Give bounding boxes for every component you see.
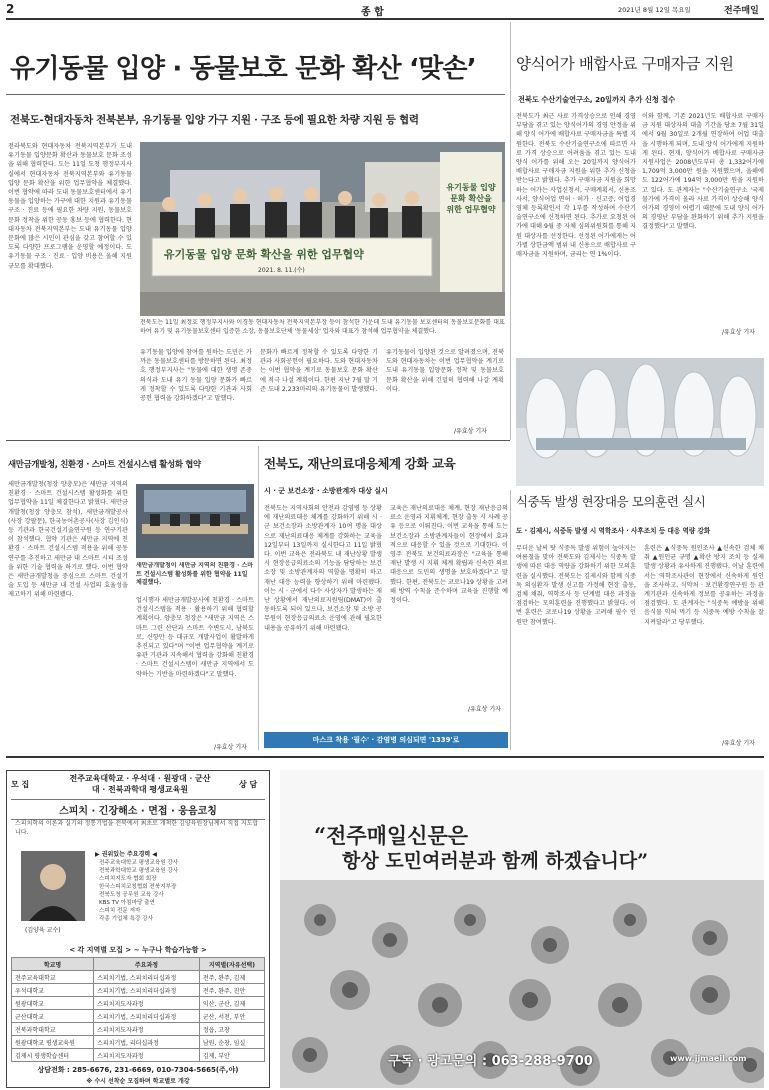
- lead-headline: 유기동물 입양 · 동물보호 문화 확산 ‘맞손’: [10, 54, 476, 84]
- table-cell: 전주, 완주, 김제: [199, 971, 264, 984]
- lead-photo-banner: 유기동물 입양 문화 확산을 위한 업무협약: [164, 248, 364, 261]
- table-cell: 전북과학대학교: [12, 1023, 94, 1036]
- column-divider-2: [258, 446, 259, 750]
- table-cell: 스피치지도자과정: [94, 1023, 200, 1036]
- center-mid-banner: 마스크 착용 '필수' · 감염병 의심되면 '1339'로: [264, 732, 508, 748]
- side-top-body: 전북도가 최근 사료 가격상승으로 인해 경영 부담을 겪고 있는 양식어가의 경영 안정을 위해 양식 어가에 배합사료 구매자금을 특별 지원한다. 전북도 수산기술연구소에 따르면 사료 가격 상승으로 어려움을 겪고 있는 도내 양식 어가를 위해 오는 20일까지 양식어가 배합사료 구매자금 지원을 위한 추가 신청을 받는다고 밝혔다. 추가 구매자금 지원을 희망하는 어가는 사업신청서, 구매계획서, 신용조사서, 양식어업 면허 · 허가 · 신고증, 어업경영체 등록확인서 각 1부를 작성하여 수산기술연구소에 신청하면 된다. 추가로 요청된 어가에 대해 9월 중 자체 심의위원회를 통해 지원 대상자를 선정한다. 선정된 어가에게는 어가별 상한금액 범위 내 신용으로 배합사료 구매자금을 지원하며, 금리는 연 1%이다.: [516, 113, 636, 259]
- table-cell: 전주교육대학교: [12, 971, 94, 984]
- left-mid-body2: 업시행자 새만금개발공사에 친환경 · 스마트 건설시스템을 적용 · 활용하기 위해 협력할 계획이다. 양충모 청장은 "새만금 지역은 스마트 그린 산단과 스마트 수변도시, 남북도로, 신항만 등 대규모 개발사업이 활발하게 추진되고 있다"며 "이번 업무협약을 계기로 유관 기관과 지속해서 협력을 강화해 친환경 · 스마트 건설시스템이 새만금 지역에서 도약하는 기반을 마련하겠다"고 말했다.: [136, 597, 254, 678]
- table-cell: 전주, 완주, 진안: [199, 984, 264, 997]
- table-row: [12, 997, 265, 1010]
- lead-subhead: 전북도-현대자동차 전북본부, 유기동물 입양 가구 지원 · 구조 등에 필요한 차량 지원 등 협력: [10, 114, 419, 126]
- center-mid-headline: 전북도, 재난의료대응체계 강화 교육: [264, 456, 456, 471]
- table-header: 학교명: [12, 958, 94, 971]
- left-mid-body: 새만금개발청(청장 양충모)은 새만금 지역의 친환경 · 스마트 건설시스템 활성화를 위한 업무협약을 11일 체결한다고 밝혔다. 새만금개발청(청장 양충모 참석), 새만금개발공사(사장 강팔문), 한국농어촌공사(사장 김인식) 등 기관과 한국건설기술연구원 등 연구기관이 참석했다. 협약 기관은 새만금 지역에 친환경 · 스마트 건설시스템 적용을 위해 공동 연구를 추진하고 새만금 내 스마트 시티 조성을 위한 기술 협력을 하기로 했다. 이번 협약은 새만금개발청을 중심으로 스마트 건설기술 도입 등 새만금 내 건설 사업의 효율성을 제고하기 위해 마련됐다.: [8, 481, 128, 599]
- right-mid-subhead: 도 · 김제시, 식중독 발생 시 역학조사 · 사후조치 등 대응 역량 강화: [516, 527, 711, 535]
- ad-left-table: [11, 957, 265, 1062]
- sunflower-field: [280, 770, 764, 1088]
- lead-photo-scene: [140, 142, 505, 316]
- page-header: [6, 2, 764, 18]
- ad-rule: [6, 756, 764, 758]
- table-header: 주요과정: [94, 958, 200, 971]
- left-mid-byline: /유효상 기자: [214, 744, 247, 751]
- table-cell: 스피치기법, 스피치리더십과정: [94, 1010, 200, 1023]
- side-top-headline: 양식어가 배합사료 구매자금 지원: [516, 55, 734, 73]
- ad-left-list-item: 전북도청 공무원 교육 강사: [99, 892, 164, 898]
- ad-left-list-title: ▶ 권위있는 주요경력 ◀: [95, 851, 157, 858]
- side-top-subhead: 전북도 수산기술연구소, 20일까지 추가 신청 접수: [518, 95, 676, 104]
- lead-photo-side: 유기동물 입양 문화 확산을 위한 업무협약: [446, 183, 496, 214]
- lead-photo: [140, 142, 505, 316]
- table-header: 지역별(자유선택): [199, 958, 264, 971]
- side-top-body2: 이와 함께, 기존 2021년도 배합사료 구매자금 지원 대상자의 대출 기간을 당초 7월 31일에서 9월 30일로 2개월 연장하여 어업 대출을 시행하게 되며, 도내 양식 어가에게 지원하게 된다. 현재, 양식어가 배합사료 구매자금 지원사업은 2008년도부터 총 1,332어가에 1,709억 3,000만 원을 지원했으며, 올해에도 122어가에 194억 3,000만 원을 지원하고 있다. 도 관계자는 "수산기술연구소 '국제 물가에 가격이 올라 사료 가격이 상승해 양식 어가의 경영이 어렵기 때문에 도내 양식 어가의 경영난 부담을 완화하기 위해 추가 지원을 결정했다"고 말했다.: [642, 113, 764, 231]
- ad-left-list-item: 스피치 전문 저자: [99, 908, 141, 914]
- table-cell: 스피치기법, 스피치리더십과정: [94, 971, 200, 984]
- table-cell: 스피치지도자과정: [94, 1049, 200, 1062]
- table-row: [12, 1036, 265, 1049]
- table-cell: 군산, 서천, 부안: [199, 1010, 264, 1023]
- table-row: [12, 971, 265, 984]
- table-cell: 익산, 군산, 김제: [199, 997, 264, 1010]
- table-cell: 정읍, 고창: [199, 1023, 264, 1036]
- ad-left-note: ※ 수시 선착순 모집하며 학교별로 개강: [86, 1078, 190, 1085]
- ad-right-quote-line2: 항상 도민여러분과 함께 하겠습니다”: [342, 850, 649, 872]
- lead-byline: /유효상 기자: [454, 428, 487, 435]
- food-safety-scene: [516, 358, 764, 486]
- paper-name: 전주매일: [724, 6, 759, 16]
- table-cell: 우석대학교: [12, 984, 94, 997]
- ad-right: [280, 770, 764, 1088]
- lead-body-col2: 유기동물 입양에 참여를 원하는 도민은 가까운 동물보호센터를 방문하면 된다. 최정호 행정부지사는 "동물에 대한 생명 존중 의식과 도내 유기 동물 입양 문화가 빠르게 정착할 수 있도록 다양한 기관과 사회공헌 협력을 강화하겠다"고 말했다.: [140, 349, 252, 403]
- side-top-byline: /유효상 기자: [722, 329, 755, 336]
- table-cell: 남원, 순창, 임실: [199, 1036, 264, 1049]
- table-cell: 김제시 평생학습센터: [12, 1049, 94, 1062]
- table-row: [12, 984, 265, 997]
- section-label: 종 합: [361, 7, 384, 18]
- table-cell: 원광대학교 평생교육원: [12, 1036, 94, 1049]
- column-divider: [510, 22, 511, 440]
- ad-left-list-item: 한국스피치코칭협회 전북지부장: [99, 884, 177, 890]
- ad-left-portrait: [21, 851, 85, 921]
- ad-left-title: 스피치 · 긴장해소 · 면접 · 웅음코칭: [11, 799, 265, 820]
- ad-left-intro: 스피치학의 이론과 실기의 정통기법을 전북에서 최초로 개척한 김양육원장님께서 직접 지도합니다.: [15, 820, 259, 836]
- table-cell: 김제, 부안: [199, 1049, 264, 1062]
- page-number: 2: [6, 2, 15, 16]
- issue-date: 2021년 8월 12일 목요일: [618, 6, 691, 14]
- ad-left-director: (김양육 교수): [25, 927, 61, 934]
- table-cell: 스피치기법, 스피치리더십과정: [94, 984, 200, 997]
- column-divider-3: [510, 490, 511, 750]
- lead-photo-caption: 전북도는 11일 최정호 행정부지사와 이경동 현대자동차 전북지역본부장 등이 참석한 가운데 도내 유기동물 보호센터의 동물보호문화를 대표하여 유기 및 유기동물보호센터 입증한 소장, 동물보호단체 '동물세상' 업자와 대표가 참석해 업무협약을 체결했다.: [140, 319, 505, 335]
- ad-left-contact: 상담전화 : 285-6676, 231-6669, 010-7304-5665(주,야): [37, 1066, 239, 1074]
- right-mid-byline: /유효상 기자: [722, 740, 755, 747]
- center-mid-subhead: 시 · 군 보건소장 · 소방관계자 대상 실시: [264, 487, 388, 495]
- right-mid-body2: 훈련은 ▲식중독 원인조사 ▲신속한 검체 채취 ▲원인균 규명 ▲확산 방지 조치 등 실제 발생 상황과 유사하게 진행됐다. 이날 훈련에서는 역학조사관이 현장에서 신속하게 원인을 조사하고, 식약처 · 보건환경연구원 등 관계기관과 신속하게 정보를 공유하는 과정을 점검했다. 도 관계자는 "식중독 예방을 위해 음식물 익혀 먹기 등 식중독 예방 수칙을 잘 지켜달라"고 당부했다.: [644, 545, 764, 626]
- table-row: [12, 1049, 265, 1062]
- ad-right-quote-line1: “전주매일신문은: [314, 823, 469, 848]
- table-header-row: [12, 958, 265, 971]
- ad-left-list-item: KBS TV 아침마당 출연: [99, 900, 155, 906]
- ad-left-table-wrap: [11, 957, 265, 1062]
- ad-left-list-item: 각종 기업체 특강 강사: [99, 916, 153, 922]
- food-safety-photo: [516, 358, 764, 486]
- ad-left-label-left: 모 집: [11, 780, 30, 789]
- table-cell: 스피치지도자과정: [94, 997, 200, 1010]
- ad-left-list: [99, 859, 263, 923]
- left-mid-headline: 새만금개발청, 친환경 · 스마트 건설시스템 활성화 협약: [8, 459, 201, 469]
- table-row: [12, 1010, 265, 1023]
- right-mid-body1: 무더운 날씨 탓 식중독 발생 위험이 높아지는 여름철을 맞아 전북도와 김제시는 식중독 발생에 따른 대응 역량을 강화하기 위한 모의훈련을 실시했다. 전북도는 김제시와 함께 식중독 의심환자 발생 신고를 가정해 현장 출동, 검체 채취, 역학조사 등 단계별 대응 과정을 점검하는 모의훈련을 진행했다고 밝혔다. 이번 훈련은 코로나19 상황을 고려해 필수 인원만 참여했다.: [516, 545, 636, 626]
- table-cell: 원광대학교: [12, 997, 94, 1010]
- ad-right-contact: 구독 · 광고문의 : 063-288-9700: [388, 1054, 593, 1069]
- lead-photo-date: 2021. 8. 11.(수): [258, 267, 305, 274]
- ad-left-list-item: 전북과학대학교 평생교육원 강사: [99, 868, 179, 874]
- ad-left: [6, 770, 270, 1088]
- center-mid-byline: /유효상 기자: [468, 706, 501, 713]
- table-cell: 군산대학교: [12, 1010, 94, 1023]
- lead-body-col4: 유기동물이 입양된 것으로 알려졌으며, 전북도와 현대자동차는 이번 업무협약을 계기로 도내 유기동물 입양문화 정착 및 동물보호 문화 확산을 위해 긴밀히 협력해 나갈 계획이다.: [386, 349, 504, 393]
- ad-left-schools: 전주교육대학교 · 우석대 · 원광대 · 군산대 · 전북과학대 평생교육원: [69, 773, 211, 794]
- left-mid-caption: 새만금개발청이 새만금 지역의 친환경 · 스마트 건설시스템 활성화를 위한 협약을 11일 체결했다.: [136, 562, 254, 586]
- header-rule: [6, 18, 764, 20]
- table-row: [12, 1023, 265, 1036]
- center-mid-body2: 교육은 재난의료대응 체계, 현장 재난응급의료소 운영과 지휘체계, 현장 출동 시 사례 공유 등으로 이뤄진다. 이번 교육을 통해 도는 보건소장과 소방관계자들이 현장에서 효과적으로 대응할 수 있을 것으로 기대한다. 이영주 전북도 보건의료과장은 "교육을 통해 재난 발생 시 지휘 체계 확립과 신속한 의료 대응으로 도민의 생명을 보호하겠다"고 말했다. 한편, 전북도는 코로나19 상황을 고려해 방역 수칙을 준수하며 교육을 진행할 예정이다.: [390, 505, 508, 605]
- left-mid-photo: [136, 484, 254, 558]
- ad-left-list-item: 전주교육대학교 평생교육원 강사: [99, 860, 179, 866]
- right-mid-headline: 식중독 발생 현장대응 모의훈련 실시: [516, 494, 706, 509]
- ad-right-url[interactable]: www.jjmaeil.com: [670, 1054, 747, 1063]
- lead-body-col3: 문화가 빠르게 정착할 수 있도록 다양한 기관과 사회공헌이 필요하다. 도와 현대자동차는 이번 협약을 계기로 동물보호 문화 확산에 적극 나설 계획이다. 한편 지난 7월 말 기준 도내 2,233마리의 유기동물이 발생했다.: [260, 349, 378, 393]
- lead-body-col1: 전라북도와 현대자동차 전북지역본부가 도내 유기동물 입양문화 확산과 동물보호 문화 조성을 위해 협력한다. 도는 11일 도청 행정부지사실에서 현대자동차 전북지역본부와 유기동물 입양 문화 확산을 위한 업무협약을 체결했다. 이번 협약에 따라 도내 동물보호센터에서 유기동물을 입양하는 가구에 대한 지원과 유기동물 구조 · 진료 등에 필요한 차량 지원, 동물보호 문화 정착을 위한 공동 홍보 등에 협력한다. 현대자동차 전북지역본부는 도내 유기동물 입양문화에 많은 시민이 관심을 갖고 참여할 수 있도록 다양한 프로그램을 운영할 예정이다. 도 유기동물 구조 · 진료 · 입양 비용은 올해 지원 규모를 확대했다.: [8, 143, 132, 270]
- ad-left-list-item: 스피치지도자 협회 회장: [99, 876, 157, 882]
- ad-left-table-title: < 각 지역별 모집 > ~ 누구나 학습가능함 >: [69, 946, 207, 954]
- center-mid-body1: 전북도는 지역사회의 안전과 감염병 등 상황에 재난의료대응 체계를 강화하기 위해 시 · 군 보건소장과 소방관계자 10여 명을 대상으로 재난의료대응 체계를 강화하는 교육을 12일부터 13일까지 실시한다고 11일 밝혔다. 이번 교육은 전라북도 내 재난상황 발생 시 현장응급의료소의 기능을 담당하는 보건소장 및 소방관계자의 역할을 명확히 하고 재난 대응 능력을 향상하기 위해 마련됐다. 이는 시 · 군에서 다수 사상자가 발생하는 재난 상황에서 재난의료지원팀(DMAT)이 출동하도록 되어 있으나, 보건소장 및 소방 공무원이 현장응급의료소 운영에 관해 필요한 내용을 공유하기 위해 마련됐다.: [264, 505, 382, 632]
- table-cell: 스피치기법, 리더십과정: [94, 1036, 200, 1049]
- side-rule: [6, 440, 510, 441]
- meeting-scene: [136, 484, 254, 558]
- portrait-scene: [21, 851, 85, 921]
- lead-headline-rule: [6, 94, 505, 95]
- ad-left-label-right: 상 담: [239, 780, 258, 789]
